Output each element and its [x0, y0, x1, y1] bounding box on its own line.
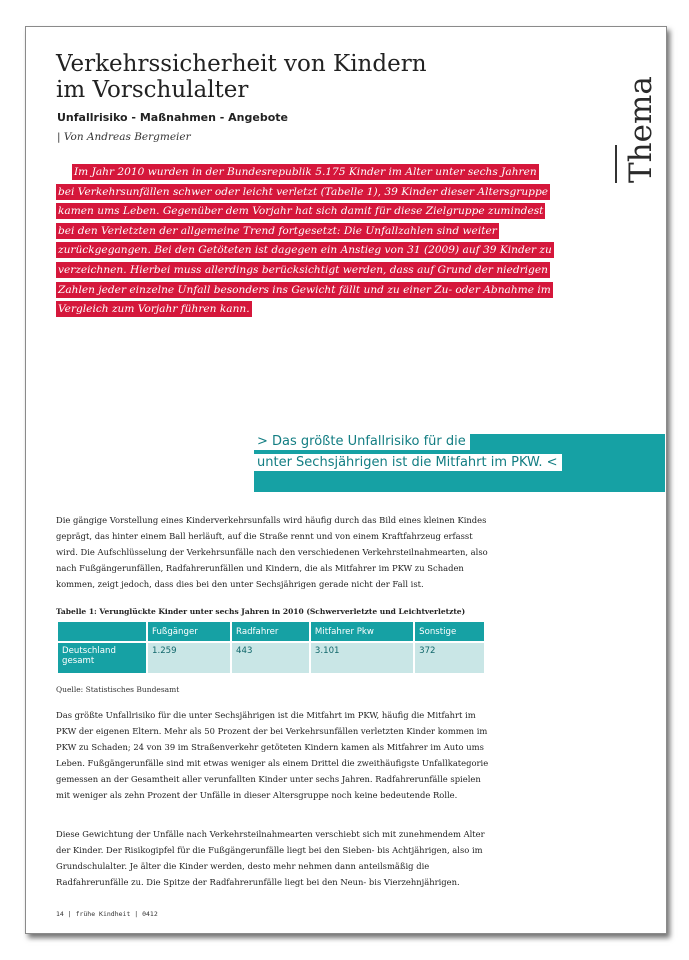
title-line-1: Verkehrssicherheit von Kindern [56, 51, 427, 77]
author-line: | Von Andreas Bergmeier [57, 131, 191, 143]
magazine-page [25, 26, 667, 934]
table-corner-cell [58, 622, 146, 643]
table-row [58, 643, 484, 673]
body-paragraph-2: Das größte Unfallrisiko für die unter Sechsjährigen ist die Mitfahrt im PKW, häufig die Mitfahrt im PKW der eigenen Eltern. Mehr als 50 Prozent der bei Verkehrsunfällen verletzten Kinder kommen im PKW zu Schaden; 24 von 39 im Straßenverkehr getöteten Kindern kamen als Mitfahrer im Auto ums Leben. Fußgängerunfälle sind mit etwas weniger als einem Drittel die zweithäufigste Unfallkategorie gemessen an der Gesamtheit aller verunfallten Kinder unter sechs Jahren. Radfahrerunfälle spielen mit weniger als zehn Prozent der Unfälle in dieser Altersgruppe noch keine bedeutende Rolle. [56, 710, 489, 800]
table-header-cell: Mitfahrer Pkw [311, 622, 413, 643]
table-cell: 443 [232, 643, 309, 673]
lead-paragraph [56, 163, 556, 320]
table-cell: 372 [415, 643, 484, 673]
section-rule [615, 145, 617, 183]
table-caption: Tabelle 1: Verunglückte Kinder unter sechs Jahren in 2010 (Schwerverletzte und Leichtverletzte) [56, 607, 466, 616]
pull-quote [254, 431, 609, 473]
page-footer: 14 | frühe Kindheit | 0412 [56, 910, 158, 918]
table-header-cell: Radfahrer [232, 622, 309, 643]
table-header-cell: Sonstige [415, 622, 484, 643]
table-header-cell: Fußgänger [148, 622, 230, 643]
pull-quote-line-1: > Das größte Unfallrisiko für die [254, 433, 470, 450]
accident-table [56, 622, 486, 673]
table-header-row [58, 622, 484, 643]
article-subtitle: Unfallrisiko - Maßnahmen - Angebote [57, 111, 288, 124]
title-line-2: im Vorschulalter [56, 77, 249, 103]
table-source: Quelle: Statistisches Bundesamt [56, 685, 180, 694]
table-row-label: Deutschland gesamt [58, 643, 146, 673]
section-label: Thema [623, 76, 659, 183]
article-title [56, 51, 576, 103]
pull-quote-line-2: unter Sechsjährigen ist die Mitfahrt im PKW. < [254, 454, 562, 471]
body-paragraph-1: Die gängige Vorstellung eines Kinderverkehrsunfalls wird häufig durch das Bild eines kleinen Kindes geprägt, das hinter einem Ball herläuft, auf die Straße rennt und von einem Kraftfahrzeug erfasst wird. Die Aufschlüsselung der Verkehrsunfälle nach den verschiedenen Verkehrsteilnahmearten, also nach Fußgängerunfällen, Radfahrerunfällen und Kindern, die als Mitfahrer im PKW zu Schaden kommen, zeigt jedoch, dass dies bei den unter Sechsjährigen gerade nicht der Fall ist. [56, 515, 488, 589]
lead-text: Im Jahr 2010 wurden in der Bundesrepublik 5.175 Kinder im Alter unter sechs Jahren bei Verkehrsunfällen schwer oder leicht verletzt (Tabelle 1), 39 Kinder dieser Altersgruppe kamen ums Leben. Gegenüber dem Vorjahr hat sich damit für diese Zielgruppe zumindest bei den Verletzten der allgemeine Trend fortgesetzt: Die Unfallzahlen sind weiter zurückgegangen. Bei den Getöteten ist dagegen ein Anstieg von 31 (2009) auf 39 Kinder zu verzeichnen. Hierbei muss allerdings berücksichtigt werden, dass auf Grund der niedrigen Zahlen jeder einzelne Unfall besonders ins Gewicht fällt und zu einer Zu- oder Abnahme im Vergleich zum Vorjahr führen kann. [58, 166, 552, 316]
table-cell: 3.101 [311, 643, 413, 673]
body-paragraph-3: Diese Gewichtung der Unfälle nach Verkehrsteilnahmearten verschiebt sich mit zunehmendem Alter der Kinder. Der Risikogipfel für die Fußgängerunfälle liegt bei den Sieben- bis Achtjährigen, also im Grundschulalter. Je älter die Kinder werden, desto mehr nehmen dann anteilsmäßig die Radfahrerunfälle zu. Die Spitze der Radfahrerunfälle liegt bei den Neun- bis Vierzehnjährigen. [56, 829, 485, 887]
table-cell: 1.259 [148, 643, 230, 673]
